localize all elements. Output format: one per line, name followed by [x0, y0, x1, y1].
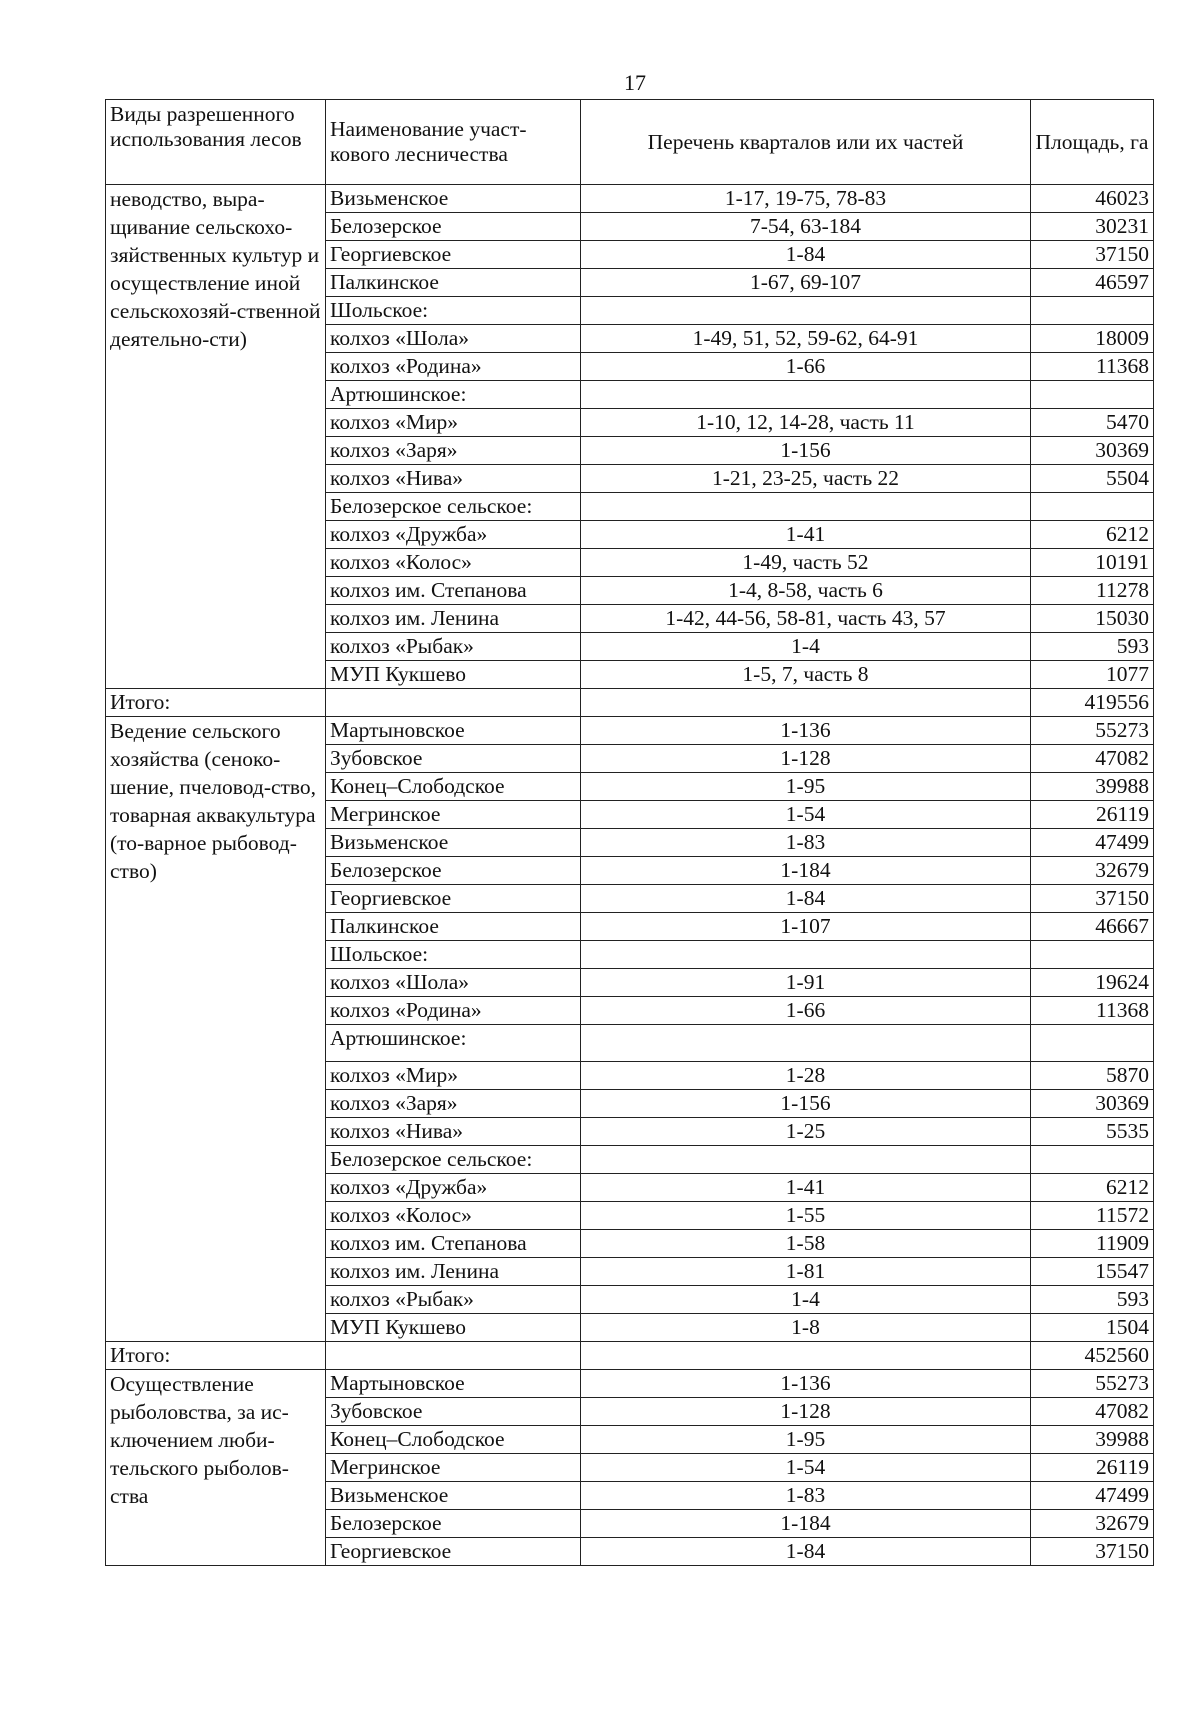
table-row [106, 1370, 1154, 1398]
quarters-cell: 1-184 [581, 1510, 1031, 1538]
quarters-cell: 1-41 [581, 521, 1031, 549]
area-cell: 39988 [1031, 1426, 1154, 1454]
area-cell: 30231 [1031, 213, 1154, 241]
forestry-name-cell: колхоз «Дружба» [326, 1174, 581, 1202]
forestry-name-cell: Конец–Слободское [326, 773, 581, 801]
forest-use-table [105, 99, 1154, 1566]
quarters-cell [581, 941, 1031, 969]
forestry-name-cell: Шольское: [326, 297, 581, 325]
quarters-cell: 1-107 [581, 913, 1031, 941]
total-empty-cell [326, 1342, 581, 1370]
quarters-cell: 1-54 [581, 1454, 1031, 1482]
total-empty-cell [326, 689, 581, 717]
area-cell [1031, 1146, 1154, 1174]
total-label: Итого: [106, 1342, 326, 1370]
quarters-cell: 1-49, 51, 52, 59-62, 64-91 [581, 325, 1031, 353]
forestry-name-cell: колхоз им. Ленина [326, 1258, 581, 1286]
forestry-name-cell: Визьменское [326, 1482, 581, 1510]
forestry-name-cell: колхоз «Нива» [326, 465, 581, 493]
area-cell: 5470 [1031, 409, 1154, 437]
forestry-name-cell: Палкинское [326, 269, 581, 297]
forestry-name-cell: колхоз «Нива» [326, 1118, 581, 1146]
quarters-cell: 1-58 [581, 1230, 1031, 1258]
forestry-name-cell: Мартыновское [326, 717, 581, 745]
total-row [106, 1342, 1154, 1370]
area-cell: 15547 [1031, 1258, 1154, 1286]
quarters-cell: 1-66 [581, 997, 1031, 1025]
quarters-cell [581, 493, 1031, 521]
forestry-name-cell: колхоз «Шола» [326, 969, 581, 997]
forestry-name-cell: колхоз «Мир» [326, 1062, 581, 1090]
area-cell: 593 [1031, 633, 1154, 661]
forestry-name-cell: Мегринское [326, 1454, 581, 1482]
quarters-cell: 1-55 [581, 1202, 1031, 1230]
area-cell: 11572 [1031, 1202, 1154, 1230]
forestry-name-cell: Зубовское [326, 1398, 581, 1426]
forestry-name-cell: колхоз им. Ленина [326, 605, 581, 633]
forestry-name-cell: колхоз «Рыбак» [326, 1286, 581, 1314]
total-empty-cell [581, 689, 1031, 717]
forestry-name-cell: Артюшинское: [326, 1025, 581, 1062]
total-area: 419556 [1031, 689, 1154, 717]
forestry-name-cell: Визьменское [326, 185, 581, 213]
forestry-name-cell: Зубовское [326, 745, 581, 773]
quarters-cell: 1-4, 8-58, часть 6 [581, 577, 1031, 605]
forestry-name-cell: колхоз им. Степанова [326, 1230, 581, 1258]
area-cell: 6212 [1031, 521, 1154, 549]
area-cell: 47082 [1031, 745, 1154, 773]
total-empty-cell [581, 1342, 1031, 1370]
quarters-cell: 1-49, часть 52 [581, 549, 1031, 577]
area-cell: 11368 [1031, 997, 1154, 1025]
area-cell: 46023 [1031, 185, 1154, 213]
area-cell: 47082 [1031, 1398, 1154, 1426]
quarters-cell: 1-128 [581, 745, 1031, 773]
quarters-cell: 1-136 [581, 717, 1031, 745]
area-cell: 47499 [1031, 829, 1154, 857]
table-row [106, 185, 1154, 213]
quarters-cell: 1-10, 12, 14-28, часть 11 [581, 409, 1031, 437]
total-row [106, 689, 1154, 717]
quarters-cell: 1-41 [581, 1174, 1031, 1202]
forestry-name-cell: Белозерское сельское: [326, 1146, 581, 1174]
area-cell: 32679 [1031, 1510, 1154, 1538]
forestry-name-cell: Шольское: [326, 941, 581, 969]
area-cell: 5535 [1031, 1118, 1154, 1146]
area-cell: 19624 [1031, 969, 1154, 997]
area-cell: 37150 [1031, 1538, 1154, 1566]
forestry-name-cell: Мартыновское [326, 1370, 581, 1398]
quarters-cell: 1-4 [581, 633, 1031, 661]
area-cell [1031, 1025, 1154, 1062]
area-cell [1031, 381, 1154, 409]
quarters-cell: 1-66 [581, 353, 1031, 381]
forestry-name-cell: МУП Кукшево [326, 1314, 581, 1342]
area-cell: 46667 [1031, 913, 1154, 941]
quarters-cell [581, 297, 1031, 325]
quarters-cell: 1-5, 7, часть 8 [581, 661, 1031, 689]
forestry-name-cell: Белозерское [326, 213, 581, 241]
area-cell: 10191 [1031, 549, 1154, 577]
area-cell: 47499 [1031, 1482, 1154, 1510]
area-cell: 593 [1031, 1286, 1154, 1314]
total-label: Итого: [106, 689, 326, 717]
quarters-cell: 7-54, 63-184 [581, 213, 1031, 241]
area-cell: 55273 [1031, 1370, 1154, 1398]
quarters-cell: 1-83 [581, 829, 1031, 857]
quarters-cell: 1-95 [581, 773, 1031, 801]
quarters-cell: 1-28 [581, 1062, 1031, 1090]
forestry-name-cell: Белозерское сельское: [326, 493, 581, 521]
area-cell: 11368 [1031, 353, 1154, 381]
quarters-cell: 1-17, 19-75, 78-83 [581, 185, 1031, 213]
area-cell [1031, 493, 1154, 521]
quarters-cell: 1-136 [581, 1370, 1031, 1398]
quarters-cell: 1-156 [581, 437, 1031, 465]
header-quarters: Перечень кварталов или их частей [581, 100, 1031, 185]
quarters-cell [581, 1025, 1031, 1062]
header-forestry-name: Наименование участ-кового лесничества [326, 100, 581, 185]
forestry-name-cell: колхоз «Шола» [326, 325, 581, 353]
forestry-name-cell: Георгиевское [326, 241, 581, 269]
quarters-cell: 1-81 [581, 1258, 1031, 1286]
area-cell: 39988 [1031, 773, 1154, 801]
quarters-cell: 1-91 [581, 969, 1031, 997]
header-use-type: Виды разрешенного использования лесов [106, 100, 326, 185]
area-cell: 37150 [1031, 241, 1154, 269]
area-cell: 30369 [1031, 437, 1154, 465]
forestry-name-cell: Белозерское [326, 1510, 581, 1538]
area-cell: 15030 [1031, 605, 1154, 633]
forestry-name-cell: Мегринское [326, 801, 581, 829]
table-row [106, 717, 1154, 745]
quarters-cell: 1-83 [581, 1482, 1031, 1510]
forestry-name-cell: колхоз «Дружба» [326, 521, 581, 549]
quarters-cell: 1-128 [581, 1398, 1031, 1426]
forestry-name-cell: колхоз «Родина» [326, 353, 581, 381]
quarters-cell: 1-84 [581, 885, 1031, 913]
forestry-name-cell: Артюшинское: [326, 381, 581, 409]
use-type-cell: неводство, выра-щивание сельскохо-зяйственных культур и осуществление иной сельскохозяй-ственной деятельно-сти) [106, 185, 326, 689]
use-type-cell: Ведение сельского хозяйства (сеноко-шение, пчеловод-ство, товарная аквакультура (то-варное рыбовод-ство) [106, 717, 326, 1342]
area-cell: 26119 [1031, 1454, 1154, 1482]
forestry-name-cell: колхоз им. Степанова [326, 577, 581, 605]
quarters-cell: 1-8 [581, 1314, 1031, 1342]
forestry-name-cell: колхоз «Рыбак» [326, 633, 581, 661]
area-cell: 32679 [1031, 857, 1154, 885]
forestry-name-cell: колхоз «Колос» [326, 1202, 581, 1230]
forestry-name-cell: колхоз «Мир» [326, 409, 581, 437]
forestry-name-cell: Георгиевское [326, 885, 581, 913]
area-cell: 37150 [1031, 885, 1154, 913]
forestry-name-cell: Палкинское [326, 913, 581, 941]
forestry-name-cell: колхоз «Заря» [326, 437, 581, 465]
forestry-name-cell: колхоз «Заря» [326, 1090, 581, 1118]
area-cell: 1077 [1031, 661, 1154, 689]
quarters-cell: 1-42, 44-56, 58-81, часть 43, 57 [581, 605, 1031, 633]
forestry-name-cell: Конец–Слободское [326, 1426, 581, 1454]
area-cell [1031, 297, 1154, 325]
table-header-row [106, 100, 1154, 185]
area-cell: 55273 [1031, 717, 1154, 745]
quarters-cell [581, 1146, 1031, 1174]
area-cell: 5504 [1031, 465, 1154, 493]
area-cell: 26119 [1031, 801, 1154, 829]
area-cell: 46597 [1031, 269, 1154, 297]
area-cell: 1504 [1031, 1314, 1154, 1342]
quarters-cell: 1-54 [581, 801, 1031, 829]
quarters-cell: 1-21, 23-25, часть 22 [581, 465, 1031, 493]
quarters-cell: 1-95 [581, 1426, 1031, 1454]
forestry-name-cell: колхоз «Колос» [326, 549, 581, 577]
total-area: 452560 [1031, 1342, 1154, 1370]
forestry-name-cell: колхоз «Родина» [326, 997, 581, 1025]
area-cell: 30369 [1031, 1090, 1154, 1118]
quarters-cell: 1-84 [581, 1538, 1031, 1566]
forestry-name-cell: Визьменское [326, 829, 581, 857]
forestry-name-cell: МУП Кукшево [326, 661, 581, 689]
area-cell: 18009 [1031, 325, 1154, 353]
quarters-cell: 1-156 [581, 1090, 1031, 1118]
forestry-name-cell: Белозерское [326, 857, 581, 885]
page-number: 17 [624, 70, 646, 95]
area-cell: 11278 [1031, 577, 1154, 605]
area-cell: 11909 [1031, 1230, 1154, 1258]
quarters-cell: 1-4 [581, 1286, 1031, 1314]
quarters-cell: 1-67, 69-107 [581, 269, 1031, 297]
quarters-cell: 1-25 [581, 1118, 1031, 1146]
use-type-cell: Осуществление рыболовства, за ис-ключением люби-тельского рыболов-ства [106, 1370, 326, 1566]
quarters-cell: 1-84 [581, 241, 1031, 269]
header-area: Площадь, га [1031, 100, 1154, 185]
area-cell: 6212 [1031, 1174, 1154, 1202]
quarters-cell [581, 381, 1031, 409]
area-cell [1031, 941, 1154, 969]
area-cell: 5870 [1031, 1062, 1154, 1090]
quarters-cell: 1-184 [581, 857, 1031, 885]
forestry-name-cell: Георгиевское [326, 1538, 581, 1566]
